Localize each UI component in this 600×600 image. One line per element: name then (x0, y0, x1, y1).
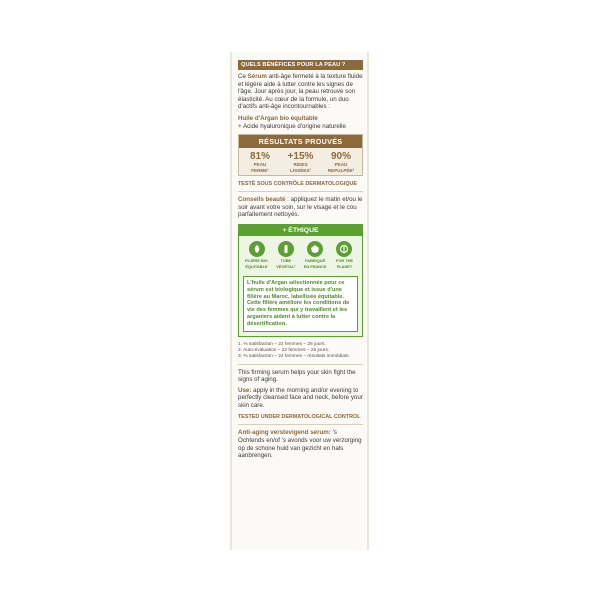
advice-bold: Conseils beauté (238, 195, 286, 203)
footnote-2: 2. Auto-évaluation – 22 femmes – 28 jours. (238, 347, 330, 353)
ethique-item-bio (243, 241, 270, 270)
ethique-item-france (302, 241, 329, 270)
benefits-heading: QUELS BÉNÉFICES POUR LA PEAU ? (238, 60, 363, 70)
icon-label-2: ÉQUITABLE (245, 264, 268, 270)
en-use-text: apply in the morning and/or evening to perfectly cleansed face and neck, before your skin care. (238, 386, 363, 409)
stat-value: +15% (287, 151, 314, 163)
active-hyaluronic-text: Acide hyaluronique d'origine naturelle (241, 122, 347, 130)
label-content (238, 52, 363, 460)
divider (238, 424, 363, 425)
advice-paragraph (238, 196, 363, 219)
ethique-text-box (243, 276, 358, 332)
filiere-bio-icon (249, 241, 265, 257)
stat-firm (241, 151, 279, 173)
stat-plumped (322, 151, 360, 173)
stat-label-1: PEAU (253, 162, 267, 168)
icon-label-1: FOR THE (335, 257, 354, 263)
advice-text: : appliquez le matin et/ou le soir avant votre soin, sur le visage et le cou parfaitement nettoyés. (238, 195, 363, 219)
active-argan: Huile d'Argan bio équitable (238, 114, 318, 122)
icon-label-2: VÉGÉTAL² (276, 264, 296, 270)
stat-value: 90% (330, 151, 351, 163)
stat-value: 81% (249, 151, 270, 163)
fabrique-france-icon (307, 241, 323, 257)
stat-label-2: REPULPÉE³ (327, 167, 355, 173)
icon-label-1: TUBE (280, 257, 292, 263)
results-stats (239, 148, 362, 175)
plus-icon: + (238, 122, 242, 130)
ethique-item-planet (331, 241, 358, 270)
icon-label-2: EN FRANCE (303, 264, 327, 270)
footnote-1: 1. % satisfaction – 22 femmes – 28 jours. (238, 341, 326, 347)
ethique-text: L'huile d'Argan sélectionnée pour ce sérum est biologique et issue d'une filière au Maroc, labellisée équitable. Cette filière améliore les conditions de vie des femmes qui y travaillent et les arganiers aident à lutter contre la désertification. (247, 279, 350, 327)
nl-text: 's Ochtends en/of 's avonds voor uw verzorging op de schone huid van gezicht en hals aanbrengen. (238, 429, 362, 460)
stat-label-2: LISSÉES² (290, 167, 311, 173)
divider (238, 364, 363, 365)
tested-fr: TESTÉ SOUS CONTRÔLE DERMATOLOGIQUE (238, 180, 357, 187)
stat-wrinkles (282, 151, 320, 173)
tested-en: TESTED UNDER DERMATOLOGICAL CONTROL (238, 414, 361, 421)
ethique-icons (239, 236, 362, 273)
divider (238, 191, 363, 192)
icon-label-2: PLANET (336, 264, 353, 270)
intro-paragraph (238, 73, 363, 111)
icon-label-1: FILIÈRE BIO (245, 257, 268, 263)
stat-label-1: RIDES (293, 162, 308, 168)
ethique-box (238, 224, 363, 337)
active-hyaluronic (238, 123, 363, 131)
tube-vegetal-icon (278, 241, 294, 257)
en-use-paragraph (238, 387, 363, 410)
nl-heading: Anti-aging verstevigend serum: (238, 429, 331, 437)
footnote-3: 3. % satisfaction – 22 femmes – résultats immédiats. (238, 353, 350, 359)
en-intro: This firming serum helps your skin fight the signs of aging. (238, 368, 356, 384)
intro-text-1: Ce (238, 73, 248, 80)
ethique-title: + ÉTHIQUE (239, 225, 362, 236)
intro-text-2: anti-âge fermeté à la texture fluide et légère aide à lutter contre les signes de l'âge. Jour après jour, la peau retrouve son élasticité. Au cœur de la formule, un duo d'actifs anti-âge incontournables : (238, 73, 363, 111)
en-use-bold: Use: (238, 386, 252, 394)
stat-label-2: FERME¹ (251, 167, 269, 173)
results-title: RÉSULTATS PROUVÉS (239, 135, 362, 148)
nl-paragraph (238, 429, 363, 459)
ethique-item-tube (272, 241, 299, 270)
results-box (238, 134, 363, 176)
icon-label-1: FABRIQUÉ (305, 257, 326, 263)
for-the-planet-icon (336, 241, 352, 257)
intro-bold: Sérum (247, 73, 267, 80)
product-label-panel (230, 52, 369, 550)
footnotes (238, 342, 363, 360)
stat-label-1: PEAU (334, 162, 348, 168)
